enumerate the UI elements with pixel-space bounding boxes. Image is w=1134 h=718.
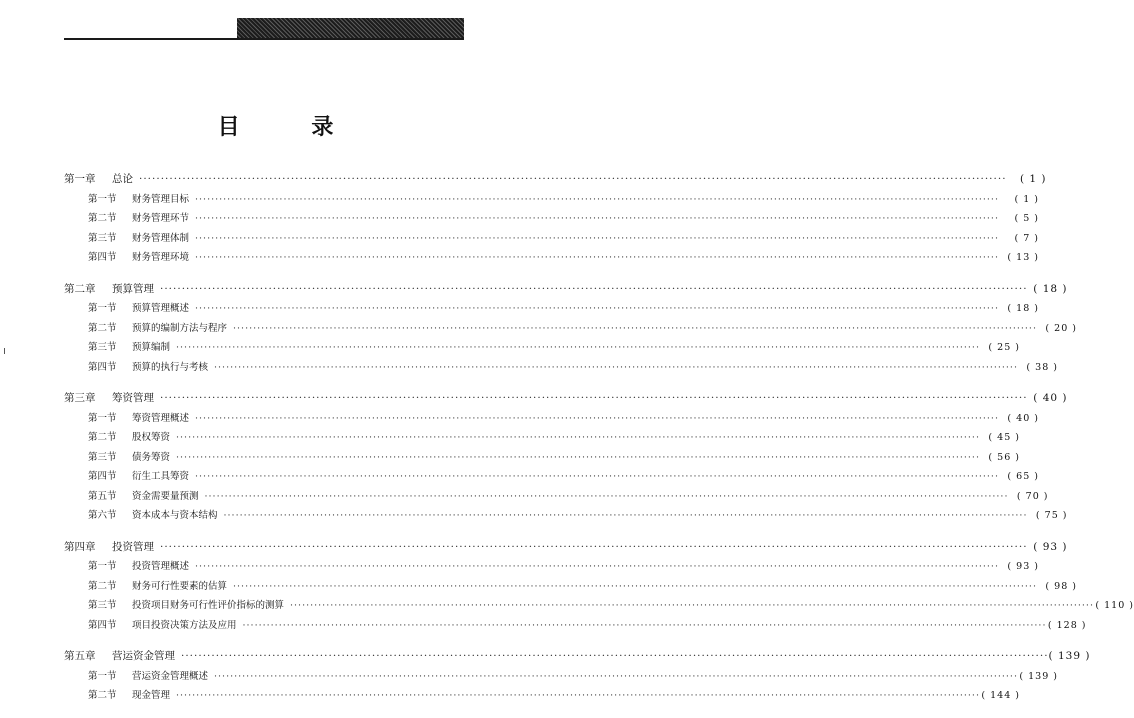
toc-page-value: ( 1 )	[1014, 194, 1039, 205]
toc-page-value: ( 45 )	[988, 432, 1020, 443]
toc-page-number	[1028, 280, 1068, 300]
toc-entry-title: 财务管理目标	[132, 193, 190, 205]
toc-entry-label: 第一节	[88, 412, 117, 424]
toc-entry-title: 现金管理	[132, 690, 171, 701]
toc-entry-label: 第四节	[88, 361, 117, 373]
toc-page-number	[1037, 577, 1077, 597]
toc-page-value: ( 139 )	[1019, 671, 1058, 682]
toc-page-number	[1007, 170, 1047, 190]
toc-page-number	[999, 229, 1039, 249]
toc-dot-leader: ········································································································································································································	[195, 213, 999, 224]
toc-page-value: ( 40 )	[1033, 392, 1067, 404]
toc-entry-label: 第三节	[88, 232, 117, 244]
toc-page-value: ( 65 )	[1007, 471, 1039, 482]
toc-entry-title: 筹资管理	[112, 392, 154, 404]
toc-page-number	[980, 338, 1020, 358]
toc-chapter	[64, 647, 1082, 706]
toc-entry-title: 财务管理环境	[132, 252, 190, 263]
toc-dot-leader: ········································································································································································································	[242, 619, 1047, 631]
toc-entry-label: 第一节	[88, 303, 117, 314]
toc-page-value: ( 20 )	[1045, 323, 1077, 334]
toc-page-value: ( 144 )	[981, 690, 1020, 701]
toc-dot-leader: ········································································································································································································	[195, 232, 999, 244]
toc-section-item[interactable]	[64, 209, 1031, 229]
toc-entry-label: 第三节	[88, 342, 117, 353]
toc-section-item[interactable]	[64, 428, 1012, 448]
toc-page-number	[1008, 487, 1048, 507]
toc-entry-title: 股权筹资	[132, 432, 171, 443]
toc-entry-label: 第四节	[88, 252, 117, 263]
toc-chapter	[64, 170, 1038, 268]
toc-dot-leader: ········································································································································································································	[160, 282, 1028, 295]
toc-dot-leader: ········································································································································································································	[195, 471, 999, 482]
toc-entry-label: 第三节	[88, 600, 117, 611]
toc-page-value: ( 56 )	[988, 452, 1020, 463]
toc-section-item[interactable]	[64, 338, 1012, 358]
toc-entry-title: 衍生工具筹资	[132, 471, 190, 482]
toc-section-item[interactable]	[64, 557, 1031, 577]
toc-dot-leader: ········································································································································································································	[233, 580, 1037, 592]
toc-chapter	[64, 538, 1126, 636]
toc-page-value: ( 93 )	[1033, 541, 1067, 553]
toc-entry-title: 预算编制	[132, 342, 171, 353]
toc-page-value: ( 93 )	[1007, 561, 1039, 572]
toc-section-item[interactable]	[64, 358, 1050, 378]
toc-page-value: ( 110 )	[1095, 600, 1134, 611]
toc-page-value: ( 40 )	[1007, 413, 1039, 424]
toc-entry-title: 营运资金管理概述	[132, 670, 209, 682]
table-of-contents	[64, 170, 1126, 718]
toc-dot-leader: ········································································································································································································	[195, 303, 999, 314]
toc-page-number	[980, 448, 1020, 468]
toc-entry-title: 财务管理体制	[132, 232, 190, 244]
toc-section-item[interactable]	[64, 409, 1031, 429]
toc-dot-leader: ········································································································································································································	[176, 690, 980, 701]
toc-dot-leader: ········································································································································································································	[223, 510, 1028, 521]
toc-page-value: ( 139 )	[1049, 650, 1091, 662]
toc-section-item[interactable]	[64, 596, 1126, 616]
toc-page-value: ( 5 )	[1014, 213, 1039, 224]
toc-entry-label: 第三章	[64, 392, 96, 404]
toc-chapter-heading[interactable]	[64, 280, 1059, 300]
toc-section-item[interactable]	[64, 667, 1050, 687]
toc-page-value: ( 75 )	[1036, 510, 1068, 521]
toc-entry-label: 第五节	[88, 490, 117, 502]
toc-entry-title: 总论	[112, 173, 133, 185]
toc-entry-label: 第三节	[88, 451, 117, 463]
toc-entry-title: 财务管理环节	[132, 213, 190, 224]
toc-entry-label: 第二节	[88, 580, 117, 592]
toc-page-value: ( 70 )	[1017, 491, 1049, 502]
toc-dot-leader: ········································································································································································································	[204, 490, 1009, 502]
toc-dot-leader: ········································································································································································································	[139, 173, 1007, 185]
toc-page-number	[1027, 506, 1067, 526]
header-decorative-bar	[237, 18, 464, 38]
toc-entry-title: 财务可行性要素的估算	[132, 580, 228, 592]
toc-entry-title: 投资管理	[112, 540, 154, 553]
toc-chapter-heading[interactable]	[64, 389, 1059, 409]
toc-dot-leader: ········································································································································································································	[214, 361, 1018, 373]
toc-entry-label: 第二节	[88, 213, 117, 224]
toc-entry-label: 第二节	[88, 432, 117, 443]
toc-page-number	[999, 299, 1039, 319]
toc-chapter	[64, 280, 1069, 378]
page-title: 目 录	[217, 114, 366, 140]
toc-chapter-heading[interactable]	[64, 170, 1038, 190]
toc-entry-title: 项目投资决策方法及应用	[132, 619, 237, 631]
toc-entry-label: 第一节	[88, 670, 117, 682]
toc-section-item[interactable]	[64, 467, 1031, 487]
toc-entry-label: 第二节	[88, 690, 117, 701]
toc-dot-leader: ········································································································································································································	[290, 600, 1094, 611]
toc-entry-label: 第二章	[64, 282, 96, 295]
toc-section-item[interactable]	[64, 299, 1031, 319]
toc-page-number	[999, 248, 1039, 268]
toc-dot-leader: ········································································································································································································	[181, 650, 1049, 662]
toc-section-item[interactable]	[64, 616, 1078, 636]
toc-dot-leader: ········································································································································································································	[176, 451, 980, 463]
toc-section-item[interactable]	[64, 248, 1031, 268]
toc-dot-leader: ········································································································································································································	[214, 670, 1018, 682]
toc-dot-leader: ········································································································································································································	[195, 193, 999, 205]
toc-section-item[interactable]	[64, 487, 1040, 507]
toc-page-value: ( 18 )	[1033, 283, 1067, 295]
toc-dot-leader: ········································································································································································································	[160, 540, 1028, 553]
toc-entry-title: 投资项目财务可行性评价指标的测算	[132, 600, 285, 611]
toc-page-number	[1028, 538, 1068, 558]
toc-section-item[interactable]	[64, 190, 1031, 210]
toc-section-item[interactable]	[64, 506, 1059, 526]
toc-dot-leader: ········································································································································································································	[195, 252, 999, 263]
toc-chapter	[64, 389, 1059, 526]
toc-entry-title: 投资管理概述	[132, 561, 190, 572]
toc-entry-title: 预算管理概述	[132, 303, 190, 314]
toc-dot-leader: ········································································································································································································	[233, 322, 1037, 334]
toc-entry-label: 第一章	[64, 173, 96, 185]
toc-page-value: ( 25 )	[988, 342, 1020, 353]
toc-entry-title: 债务筹资	[132, 451, 171, 463]
toc-page-number	[1018, 667, 1058, 687]
toc-entry-label: 第四节	[88, 471, 117, 482]
toc-entry-title: 预算的执行与考核	[132, 361, 209, 373]
toc-entry-label: 第五章	[64, 650, 96, 662]
toc-page-value: ( 18 )	[1007, 303, 1039, 314]
toc-section-item[interactable]	[64, 577, 1069, 597]
toc-entry-title: 筹资管理概述	[132, 412, 190, 424]
toc-chapter-heading[interactable]	[64, 647, 1082, 667]
toc-entry-label: 第六节	[88, 510, 117, 521]
toc-section-item[interactable]	[64, 448, 1012, 468]
toc-page-number	[999, 467, 1039, 487]
margin-mark	[4, 348, 5, 354]
toc-page-number	[1037, 319, 1077, 339]
toc-page-number	[1049, 647, 1091, 667]
toc-page-number	[999, 190, 1039, 210]
toc-entry-title: 预算管理	[112, 282, 154, 295]
toc-entry-label: 第四节	[88, 619, 117, 631]
toc-entry-title: 营运资金管理	[112, 650, 175, 662]
toc-page-value: ( 13 )	[1007, 252, 1039, 263]
toc-dot-leader: ········································································································································································································	[195, 561, 999, 572]
header-rule	[64, 38, 464, 40]
toc-dot-leader: ········································································································································································································	[176, 342, 980, 353]
toc-page-number	[1028, 389, 1068, 409]
toc-page-number	[1046, 616, 1086, 636]
toc-entry-title: 资金需要量预测	[132, 490, 199, 502]
toc-entry-title: 资本成本与资本结构	[132, 510, 218, 521]
toc-entry-label: 第一节	[88, 561, 117, 572]
toc-page-number	[980, 428, 1020, 448]
toc-entry-label: 第四章	[64, 540, 96, 553]
toc-page-number	[980, 686, 1020, 706]
toc-chapter-heading[interactable]	[64, 538, 1059, 558]
toc-page-number	[1018, 358, 1058, 378]
toc-section-item[interactable]	[64, 686, 1012, 706]
toc-section-item[interactable]	[64, 319, 1069, 339]
toc-page-value: ( 7 )	[1014, 233, 1039, 244]
toc-page-value: ( 1 )	[1020, 173, 1047, 185]
toc-page-value: ( 38 )	[1026, 362, 1058, 373]
toc-page-number	[999, 557, 1039, 577]
toc-entry-title: 预算的编制方法与程序	[132, 322, 228, 334]
toc-page-number	[999, 209, 1039, 229]
toc-page-number	[999, 409, 1039, 429]
toc-page-value: ( 98 )	[1045, 581, 1077, 592]
toc-dot-leader: ········································································································································································································	[176, 432, 980, 443]
toc-entry-label: 第一节	[88, 193, 117, 205]
toc-dot-leader: ········································································································································································································	[160, 392, 1028, 404]
toc-page-number	[1094, 596, 1134, 616]
toc-section-item[interactable]	[64, 229, 1031, 249]
toc-dot-leader: ········································································································································································································	[195, 412, 999, 424]
toc-page-value: ( 128 )	[1048, 620, 1087, 631]
toc-entry-label: 第二节	[88, 322, 117, 334]
